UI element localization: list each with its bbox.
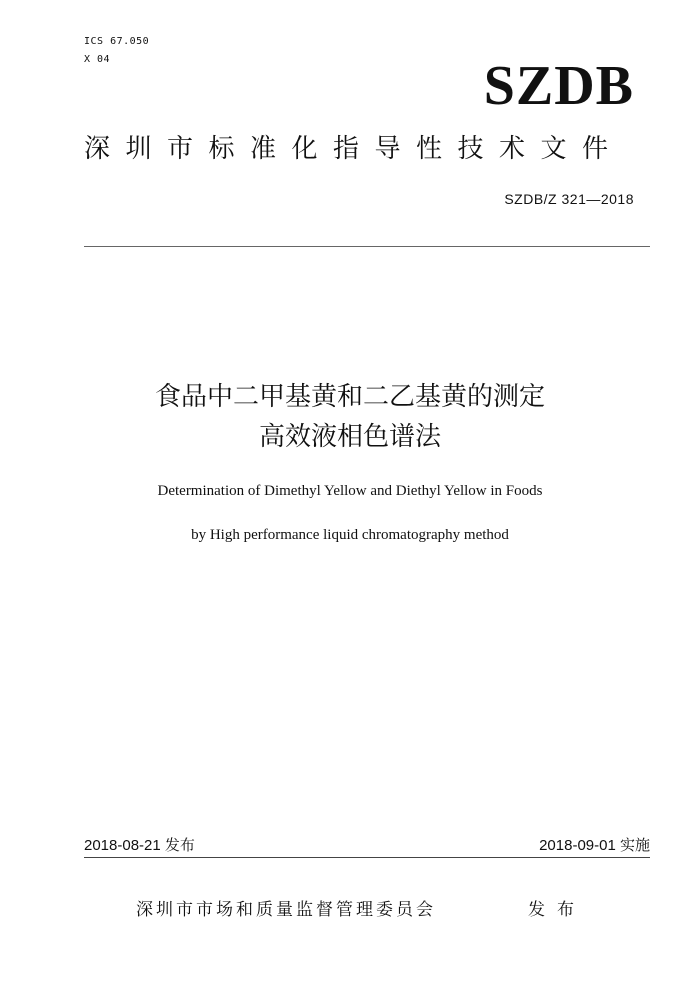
ics-code: ICS 67.050 [84, 36, 150, 47]
header-divider [84, 246, 650, 247]
classification-code: X 04 [84, 54, 111, 65]
chinese-title-line-1: 食品中二甲基黄和二乙基黄的测定 [154, 382, 545, 412]
implementation-date: 2018-09-01 实施 [539, 837, 650, 854]
english-title-line-2: by High performance liquid chromatography method [191, 527, 509, 543]
szdb-logo: SZDB [483, 55, 634, 117]
issue-label: 发布 [528, 900, 586, 920]
chinese-title-line-2: 高效液相色谱法 [258, 422, 441, 452]
english-title-line-1: Determination of Dimethyl Yellow and Diethyl Yellow in Foods [157, 483, 543, 499]
document-type-heading: 深圳市标准化指导性技术文件 [84, 134, 624, 164]
release-date: 2018-08-21 发布 [84, 837, 195, 854]
document-number: SZDB/Z 321—2018 [504, 191, 634, 207]
footer-divider [84, 857, 650, 858]
issuing-authority: 深圳市市场和质量监督管理委员会 [136, 900, 436, 920]
